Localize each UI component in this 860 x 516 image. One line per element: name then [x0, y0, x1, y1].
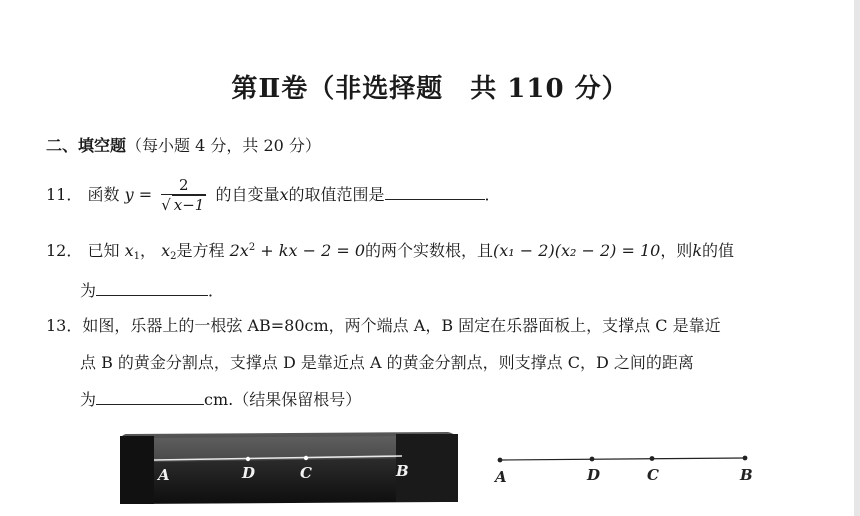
q12-eq-a: 2x — [229, 241, 249, 260]
q12-x2: x — [161, 241, 171, 260]
q11-suffix: 的自变量 — [215, 185, 280, 204]
segment-label-c: C — [647, 466, 659, 484]
question-13-line2 — [80, 350, 694, 373]
q12-eq-b: + kx − 2 = 0 — [260, 241, 366, 260]
q11-radicand: x−1 — [173, 196, 205, 214]
q11-denominator: √ x−1 — [161, 196, 205, 214]
instrument-label-d: D — [242, 464, 256, 482]
q11-answer-blank[interactable] — [385, 183, 485, 200]
instrument-label-b: B — [396, 462, 409, 480]
q13-number: 13． — [46, 316, 83, 335]
q13-answer-blank[interactable] — [96, 388, 204, 405]
q13-line2: 点 B 的黄金分割点，支撑点 D 是靠近点 A 的黄金分割点，则支撑点 C，D 之间的距离 — [80, 353, 694, 372]
q12-text-d: ，则 — [660, 241, 693, 260]
q12-eq-sup: 2 — [248, 242, 256, 253]
section-heading-line — [46, 133, 321, 156]
page-title: 第Ⅱ卷（非选择题 共 110 分） — [231, 74, 629, 104]
q12-condition: (x₁ − 2)(x₂ − 2) = 10 — [493, 241, 661, 260]
q12-line2: 为 — [80, 281, 97, 300]
q13-line3-suffix: cm.（结果保留根号） — [204, 390, 362, 409]
segment-point-c — [650, 456, 655, 461]
q12-end: ． — [208, 281, 225, 300]
instrument-left-end — [120, 436, 154, 504]
q12-comma: ， — [139, 241, 156, 260]
question-13-line3 — [80, 387, 361, 410]
q13-line1: 如图，乐器上的一根弦 AB=80cm，两个端点 A，B 固定在乐器面板上，支撑点 C 是靠近 — [82, 316, 721, 335]
segment-label-b: B — [740, 466, 753, 484]
section-heading: 二、填空题 — [46, 136, 127, 155]
q11-fraction — [161, 176, 206, 215]
question-13-line1 — [46, 313, 721, 336]
q12-text-e: 的值 — [702, 241, 735, 260]
q12-sub1: 1 — [133, 251, 140, 262]
segment-diagram — [490, 450, 760, 470]
q12-k: k — [692, 241, 703, 260]
q12-number: 12． — [46, 241, 83, 260]
segment-label-d: D — [587, 466, 601, 484]
q11-prefix: 函数 — [87, 185, 120, 204]
question-11 — [46, 176, 501, 215]
q11-end: ． — [484, 185, 501, 204]
instrument-point-d — [246, 457, 250, 461]
segment-point-b — [743, 456, 748, 461]
q12-text-c: 的两个实数根，且 — [365, 241, 494, 260]
q11-var-x: x — [279, 185, 289, 204]
q11-suffix2: 的取值范围是 — [288, 185, 385, 204]
segment-ab — [500, 458, 745, 460]
segment-point-a — [498, 458, 503, 463]
segment-point-d — [590, 457, 595, 462]
instrument-figure — [118, 428, 460, 508]
q12-x1: x — [124, 241, 134, 260]
q11-y-eq: y = — [124, 185, 153, 204]
q11-number: 11． — [46, 185, 83, 204]
q12-sub2: 2 — [170, 251, 177, 262]
q12-text-b: 是方程 — [176, 241, 225, 260]
instrument-point-c — [304, 456, 308, 460]
q12-answer-blank[interactable] — [96, 279, 208, 296]
instrument-label-c: C — [300, 464, 312, 482]
q11-numerator: 2 — [161, 176, 206, 195]
section-note: （每小题 4 分，共 20 分） — [126, 136, 321, 155]
q13-line3-prefix: 为 — [80, 390, 97, 409]
q12-text-a: 已知 — [87, 241, 120, 260]
instrument-label-a: A — [158, 466, 170, 484]
question-12-line2 — [80, 278, 224, 301]
segment-label-a: A — [495, 468, 507, 486]
question-12-line1 — [46, 238, 734, 262]
